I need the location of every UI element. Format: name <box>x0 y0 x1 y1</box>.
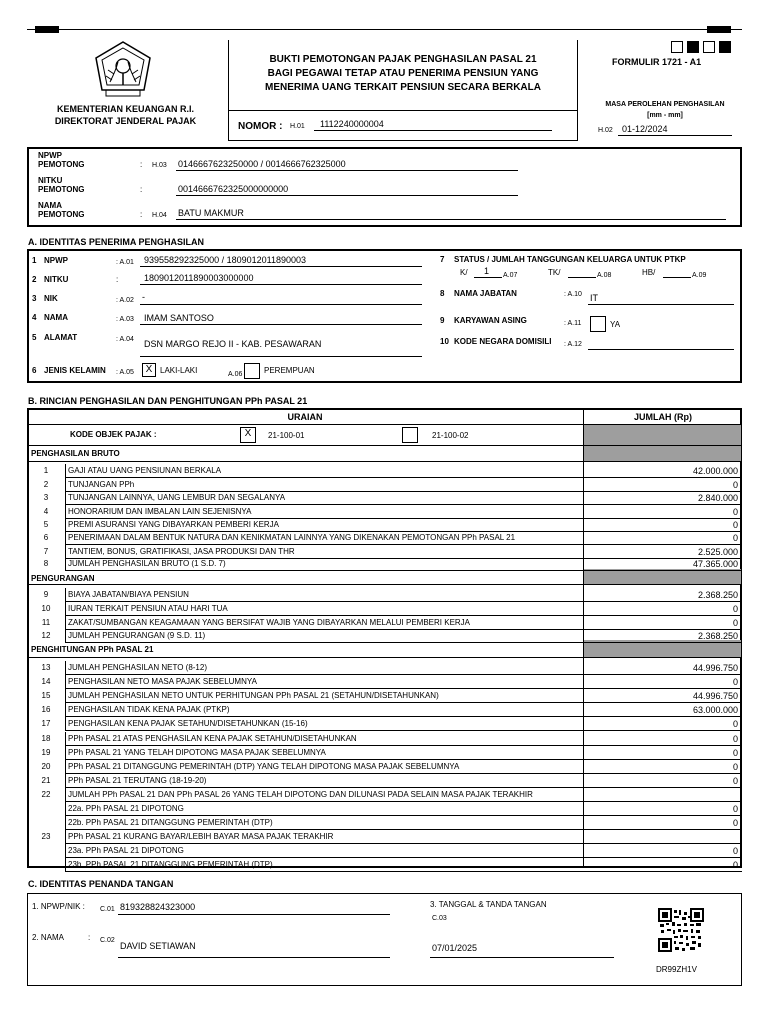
row-divider <box>65 844 66 858</box>
row-amount: 0 <box>732 719 738 729</box>
row-number: 9 <box>43 590 49 599</box>
row-divider <box>65 661 66 675</box>
c-npwp-underline <box>118 914 390 915</box>
row-description: PPh PASAL 21 DITANGGUNG PEMERINTAH (DTP) YANG TELAH DIPOTONG MASA PAJAK SEBELUMNYA <box>68 762 460 771</box>
row-divider <box>65 802 66 816</box>
table-row <box>27 518 742 532</box>
nama-pemotong-underline <box>176 219 726 220</box>
row-divider <box>65 588 66 602</box>
form-title: FORMULIR 1721 - A1 <box>612 57 702 67</box>
row-number: 16 <box>41 705 51 714</box>
a-jk-laki-checkbox[interactable]: X <box>142 363 156 377</box>
row-divider <box>65 531 66 545</box>
row-description: 22b. PPh PASAL 21 DITANGGUNG PEMERINTAH (DTP) <box>68 818 273 827</box>
masa-underline <box>618 135 732 136</box>
row-amount: 2.368.250 <box>697 590 738 600</box>
npwp-pemotong-code: H.03 <box>152 162 167 169</box>
pemotong-box <box>27 147 742 227</box>
row-amount: 63.000.000 <box>692 705 738 715</box>
a-jabatan-underline <box>588 304 734 305</box>
table-row <box>27 464 742 478</box>
row-description: PENGHASILAN NETO MASA PAJAK SEBELUMNYA <box>68 677 257 686</box>
kode-objek-2-label: 21-100-02 <box>432 431 469 440</box>
form-box-4 <box>719 41 731 53</box>
row-description: PENERIMAAN DALAM BENTUK NATURA DAN KENIKMATAN LAINNYA YANG DIKENAKAN PEMOTONGAN PPh PASAL 21 <box>68 533 516 542</box>
row-divider <box>65 816 66 830</box>
table-row <box>27 505 742 519</box>
row-amount: 0 <box>732 762 738 772</box>
row-amount: 0 <box>732 804 738 814</box>
a-npwp-label: NPWP <box>44 256 68 265</box>
nomor-value: 1112240000004 <box>320 119 384 129</box>
row-amount: 2.840.000 <box>697 493 738 503</box>
group-penghitungan-label: PENGHITUNGAN PPh PASAL 21 <box>31 645 154 654</box>
row-underline <box>65 570 742 571</box>
row-description: PPh PASAL 21 YANG TELAH DIPOTONG MASA PAJAK SEBELUMNYA <box>68 748 326 757</box>
a-nama-value: IMAM SANTOSO <box>144 313 214 323</box>
group-pengurangan-divider <box>27 584 742 585</box>
a-jabatan-value: IT <box>590 293 598 303</box>
row-amount: 44.996.750 <box>692 663 738 673</box>
row-description: ZAKAT/SUMBANGAN KEAGAMAAN YANG BERSIFAT WAJIB YANG DIBAYARKAN MELALUI PEMBERI KERJA <box>68 618 471 627</box>
table-row <box>27 661 742 675</box>
c-npwp-value: 819328824323000 <box>120 902 196 912</box>
a-jk-code-2: A.06 <box>228 371 243 378</box>
kode-objek-2-checkbox[interactable] <box>402 427 418 443</box>
a-jk-no: 6 <box>32 366 37 375</box>
a-tk-label: TK/ <box>548 268 561 277</box>
c-date-underline <box>430 957 614 958</box>
a-nama-label: NAMA <box>44 313 68 322</box>
table-row <box>27 830 742 844</box>
row-divider <box>65 830 66 844</box>
masa-label: MASA PEROLEHAN PENGHASILAN <box>605 101 725 108</box>
table-row <box>27 602 742 616</box>
title-box-bottom <box>228 140 578 141</box>
row-underline <box>65 871 742 872</box>
table-row <box>27 844 742 858</box>
row-description: JUMLAH PENGHASILAN NETO UNTUK PERHITUNGAN PPh PASAL 21 (SETAHUN/DISETAHUNKAN) <box>68 691 439 700</box>
table-row <box>27 629 742 643</box>
row-divider <box>65 675 66 689</box>
c-npwp-code: C.01 <box>100 906 115 913</box>
row-number: 18 <box>41 734 51 743</box>
a-status-label: STATUS / JUMLAH TANGGUNGAN KELUARGA UNTUK PTKP <box>454 255 686 264</box>
table-row <box>27 478 742 492</box>
row-divider <box>65 629 66 643</box>
kode-objek-1-label: 21-100-01 <box>268 431 305 440</box>
row-divider <box>65 858 66 872</box>
qr-caption: DR99ZH1V <box>656 965 697 974</box>
row-divider <box>65 732 66 746</box>
row-divider <box>65 774 66 788</box>
table-row <box>27 732 742 746</box>
row-number: 1 <box>43 466 49 475</box>
row-description: PPh PASAL 21 KURANG BAYAR/LEBIH BAYAR MASA PAJAK TERAKHIR <box>68 832 334 841</box>
row-divider <box>65 616 66 630</box>
nitku-pemotong-label: NITKU <box>38 176 63 185</box>
row-description: GAJI ATAU UANG PENSIUNAN BERKALA <box>68 466 222 475</box>
row-description: IURAN TERKAIT PENSIUN ATAU HARI TUA <box>68 604 228 613</box>
row-description: BIAYA JABATAN/BIAYA PENSIUN <box>68 590 189 599</box>
row-divider <box>65 478 66 492</box>
kode-objek-1-checkbox[interactable]: X <box>240 427 256 443</box>
row-description: JUMLAH PPh PASAL 21 DAN PPh PASAL 26 YANG TELAH DIPOTONG DAN DILUNASI PADA SELAIN MASA PAJAK TERAKHIR <box>68 790 533 799</box>
a-asing-checkbox[interactable] <box>590 316 606 332</box>
row-underline <box>65 642 742 643</box>
a-nitku-underline <box>140 284 422 285</box>
a-k-code: A.07 <box>503 272 518 279</box>
a-negara-underline <box>588 349 734 350</box>
row-number: 17 <box>41 719 51 728</box>
row-amount: 42.000.000 <box>692 466 738 476</box>
row-number: 7 <box>43 547 49 556</box>
c-nama-code: C.02 <box>100 937 115 944</box>
a-tk-code: A.08 <box>597 272 612 279</box>
nomor-underline <box>314 130 552 131</box>
row-divider <box>65 689 66 703</box>
row-description: TUNJANGAN PPh <box>68 480 135 489</box>
nomor-code: H.01 <box>290 123 305 130</box>
npwp-pemotong-label-2: PEMOTONG <box>38 160 85 169</box>
row-divider <box>65 760 66 774</box>
c-ttd-label: 3. TANGGAL & TANDA TANGAN <box>430 900 547 909</box>
row-divider <box>65 464 66 478</box>
row-number: 10 <box>41 604 51 613</box>
table-row <box>27 689 742 703</box>
a-nama-no: 4 <box>32 313 37 322</box>
a-nama-underline <box>140 324 422 325</box>
nitku-pemotong-value: 0014666762325000000000 <box>178 184 289 194</box>
title-line-2: BAGI PEGAWAI TETAP ATAU PENERIMA PENSIUN YANG <box>267 68 539 79</box>
a-hb-underline <box>663 277 691 278</box>
table-row <box>27 774 742 788</box>
group-bruto-divider <box>27 461 742 462</box>
group-pengurangan-label: PENGURANGAN <box>31 574 95 583</box>
row-number: 20 <box>41 762 51 771</box>
row-number: 15 <box>41 691 51 700</box>
ministry-logo <box>92 40 154 100</box>
kode-objek-gray-cell <box>584 425 741 445</box>
row-number: 23 <box>41 832 51 841</box>
nitku-pemotong-colon: : <box>140 185 143 194</box>
a-alamat-no: 5 <box>32 333 37 342</box>
a-nik-no: 3 <box>32 294 37 303</box>
npwp-pemotong-colon: : <box>140 160 143 169</box>
row-number: 2 <box>43 480 49 489</box>
a-nik-label: NIK <box>44 294 58 303</box>
row-amount: 0 <box>732 604 738 614</box>
row-number: 21 <box>41 776 51 785</box>
a-hb-code: A.09 <box>692 272 707 279</box>
a-k-label: K/ <box>460 268 468 277</box>
row-description: TUNJANGAN LAINNYA, UANG LEMBUR DAN SEGALANYA <box>68 493 286 502</box>
row-divider <box>65 518 66 532</box>
a-alamat-underline <box>140 356 422 357</box>
col-uraian-header: URAIAN <box>287 412 323 422</box>
directorate-name: DIREKTORAT JENDERAL PAJAK <box>54 116 197 126</box>
row-divider <box>65 491 66 505</box>
row-amount: 0 <box>732 748 738 758</box>
section-b-title: B. RINCIAN PENGHASILAN DAN PENGHITUNGAN PPh PASAL 21 <box>28 396 308 406</box>
row-number: 8 <box>43 559 49 568</box>
row-divider <box>65 602 66 616</box>
a-k-underline <box>474 277 502 278</box>
nama-pemotong-value: BATU MAKMUR <box>178 208 244 218</box>
a-asing-no: 9 <box>440 316 445 325</box>
a-asing-ya-label: YA <box>610 320 621 329</box>
row-description: PREMI ASURANSI YANG DIBAYARKAN PEMBERI KERJA <box>68 520 280 529</box>
top-rule <box>27 29 742 30</box>
form-box-2 <box>687 41 699 53</box>
a-npwp-code: : A.01 <box>116 259 134 266</box>
a-nama-code: : A.03 <box>116 316 134 323</box>
a-jk-perempuan-checkbox[interactable] <box>244 363 260 379</box>
a-jabatan-label: NAMA JABATAN <box>454 289 517 298</box>
group-bruto-gray-cell <box>584 446 741 462</box>
row-divider <box>65 746 66 760</box>
row-number: 14 <box>41 677 51 686</box>
nitku-pemotong-label-2: PEMOTONG <box>38 185 85 194</box>
a-negara-no: 10 <box>440 337 449 346</box>
kode-objek-label: KODE OBJEK PAJAK : <box>70 430 157 439</box>
group-pengurangan-gray-cell <box>584 569 741 585</box>
row-description: PENGHASILAN TIDAK KENA PAJAK (PTKP) <box>68 705 230 714</box>
row-description: JUMLAH PENGHASILAN BRUTO (1 S.D. 7) <box>68 559 226 568</box>
table-row <box>27 703 742 717</box>
row-number: 13 <box>41 663 51 672</box>
row-underline <box>65 730 742 731</box>
c-ttd-code: C.03 <box>432 915 447 922</box>
a-k-value: 1 <box>484 266 490 276</box>
row-description: JUMLAH PENGURANGAN (9 S.D. 11) <box>68 631 206 640</box>
table-row <box>27 858 742 872</box>
row-amount: 2.368.250 <box>697 631 738 641</box>
row-divider <box>65 788 66 802</box>
table-row <box>27 675 742 689</box>
c-date-value: 07/01/2025 <box>432 943 478 953</box>
a-jk-perempuan-label: PEREMPUAN <box>264 366 315 375</box>
row-amount: 44.996.750 <box>692 691 738 701</box>
row-description: 23a. PPh PASAL 21 DIPOTONG <box>68 846 184 855</box>
a-nik-value: - <box>142 292 145 302</box>
a-npwp-value: 939558292325000 / 1809012011890003 <box>144 255 306 265</box>
row-number: 11 <box>41 618 51 627</box>
a-jabatan-code: : A.10 <box>564 291 582 298</box>
a-jk-label: JENIS KELAMIN <box>44 366 106 375</box>
row-description: PPh PASAL 21 TERUTANG (18-19-20) <box>68 776 207 785</box>
section-a-box <box>27 249 742 383</box>
row-amount: 0 <box>732 533 738 543</box>
row-divider <box>65 505 66 519</box>
row-description: PPh PASAL 21 ATAS PENGHASILAN KENA PAJAK SETAHUN/DISETAHUNKAN <box>68 734 357 743</box>
row-divider <box>65 557 66 571</box>
a-jk-laki-label: LAKI-LAKI <box>160 366 198 375</box>
qr-code <box>658 908 704 952</box>
npwp-pemotong-value: 0146667623250000 / 0014666762325000 <box>178 159 346 169</box>
row-number: 12 <box>41 631 51 640</box>
masa-code: H.02 <box>598 127 613 134</box>
row-amount: 2.525.000 <box>697 547 738 557</box>
a-nik-underline <box>140 304 422 305</box>
npwp-pemotong-underline <box>176 170 518 171</box>
nitku-pemotong-underline <box>176 195 518 196</box>
row-amount: 0 <box>732 818 738 828</box>
ministry-name: KEMENTERIAN KEUANGAN R.I. <box>56 104 194 114</box>
row-amount: 0 <box>732 734 738 744</box>
table-row <box>27 746 742 760</box>
a-nitku-value: 1809012011890003000000 <box>144 273 254 283</box>
a-tk-underline <box>568 277 596 278</box>
a-hb-label: HB/ <box>642 268 656 277</box>
section-a-title: A. IDENTITAS PENERIMA PENGHASILAN <box>28 237 205 247</box>
group-bruto-label: PENGHASILAN BRUTO <box>31 449 120 458</box>
a-nik-code: : A.02 <box>116 297 134 304</box>
a-npwp-no: 1 <box>32 256 37 265</box>
c-nama-underline <box>118 957 390 958</box>
row-description: HONORARIUM DAN IMBALAN LAIN SEJENISNYA <box>68 507 252 516</box>
title-line-3: MENERIMA UANG TERKAIT PENSIUN SECARA BERKALA <box>265 82 541 93</box>
table-row <box>27 802 742 816</box>
a-npwp-underline <box>140 266 422 267</box>
row-divider <box>65 717 66 731</box>
table-row <box>27 760 742 774</box>
row-number: 22 <box>41 790 51 799</box>
table-row <box>27 531 742 545</box>
row-number: 4 <box>43 507 49 516</box>
a-status-no: 7 <box>440 255 445 264</box>
a-nitku-colon: : <box>116 275 119 284</box>
masa-format: [mm - mm] <box>647 112 683 119</box>
nomor-label: NOMOR : <box>238 121 283 132</box>
row-amount: 0 <box>732 480 738 490</box>
row-description: PENGHASILAN KENA PAJAK SETAHUN/DISETAHUNKAN (15-16) <box>68 719 308 728</box>
masa-value: 01-12/2024 <box>622 124 668 134</box>
form-box-1 <box>671 41 683 53</box>
col-jumlah-header: JUMLAH (Rp) <box>634 412 692 422</box>
table-row <box>27 788 742 802</box>
row-number: 5 <box>43 520 49 529</box>
row-amount: 0 <box>732 776 738 786</box>
a-nitku-label: NITKU <box>44 275 69 284</box>
row-amount: 0 <box>732 677 738 687</box>
row-number: 19 <box>41 748 51 757</box>
title-line-1: BUKTI PEMOTONGAN PAJAK PENGHASILAN PASAL 21 <box>269 54 537 65</box>
row-amount: 47.365.000 <box>692 559 738 569</box>
row-description: JUMLAH PENGHASILAN NETO (8-12) <box>68 663 207 672</box>
a-alamat-label: ALAMAT <box>44 333 78 342</box>
row-description: TANTIEM, BONUS, GRATIFIKASI, JASA PRODUKSI DAN THR <box>68 547 295 556</box>
table-row <box>27 717 742 731</box>
row-amount: 0 <box>732 520 738 530</box>
c-nama-colon: : <box>88 933 91 942</box>
c-nama-value: DAVID SETIAWAN <box>120 941 196 951</box>
row-description: 23b. PPh PASAL 21 DITANGGUNG PEMERINTAH (DTP) <box>68 860 273 869</box>
a-asing-code: : A.11 <box>564 320 582 327</box>
row-amount: 0 <box>732 618 738 628</box>
title-divider <box>228 110 578 111</box>
table-row <box>27 816 742 830</box>
row-description: 22a. PPh PASAL 21 DIPOTONG <box>68 804 184 813</box>
section-c-title: C. IDENTITAS PENANDA TANGAN <box>28 879 174 889</box>
a-negara-code: : A.12 <box>564 341 582 348</box>
table-row <box>27 557 742 571</box>
row-divider <box>65 703 66 717</box>
nama-pemotong-code: H.04 <box>152 212 167 219</box>
a-alamat-value: DSN MARGO REJO II - KAB. PESAWARAN <box>144 339 322 349</box>
row-number: 3 <box>43 493 49 502</box>
a-nitku-no: 2 <box>32 275 37 284</box>
a-jabatan-no: 8 <box>440 289 445 298</box>
row-number: 6 <box>43 533 49 542</box>
table-row <box>27 616 742 630</box>
row-amount: 0 <box>732 846 738 856</box>
row-amount: 0 <box>732 507 738 517</box>
a-alamat-code: : A.04 <box>116 336 134 343</box>
npwp-pemotong-label: NPWP <box>38 151 62 160</box>
nama-pemotong-label: NAMA <box>38 201 62 210</box>
a-jk-code: : A.05 <box>116 369 134 376</box>
form-box-3 <box>703 41 715 53</box>
a-negara-label: KODE NEGARA DOMISILI <box>454 337 552 346</box>
c-npwp-label: 1. NPWP/NIK : <box>32 902 85 911</box>
a-asing-label: KARYAWAN ASING <box>454 316 527 325</box>
nama-pemotong-colon: : <box>140 210 143 219</box>
table-row <box>27 588 742 602</box>
nama-pemotong-label-2: PEMOTONG <box>38 210 85 219</box>
row-amount: 0 <box>732 860 738 870</box>
c-nama-label: 2. NAMA <box>32 933 65 942</box>
table-row <box>27 491 742 505</box>
group-penghitungan-divider <box>27 657 742 658</box>
